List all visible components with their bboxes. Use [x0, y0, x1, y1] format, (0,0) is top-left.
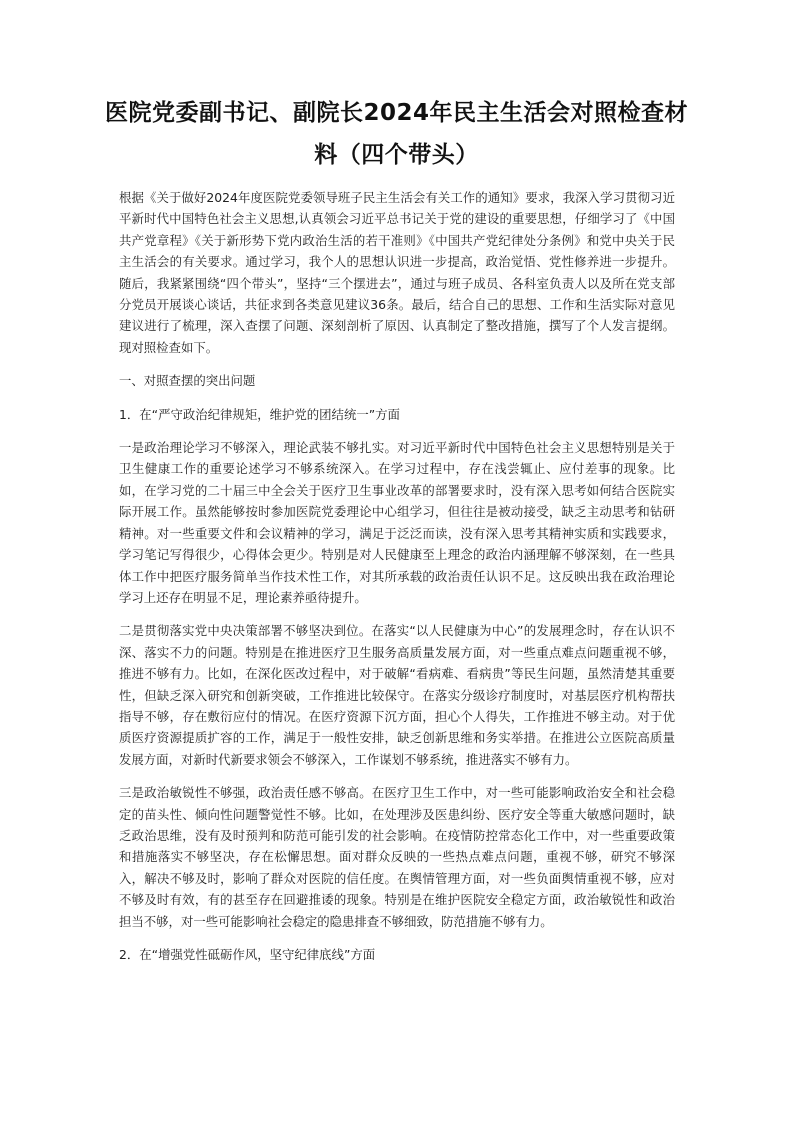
intro-paragraph: 根据《关于做好2024年度医院党委领导班子民主生活会有关工作的通知》要求，我深入学习贯彻习近平新时代中国特色社会主义思想,认真领会习近平总书记关于党的建设的重要思想，仔细学习了《中国共产党章程》《关于新形势下党内政治生活的若干准则》《中国共产党纪律处分条例》和党中央关于民主生活会的有关要求。通过学习，我个人的思想认识进一步提高，政治觉悟、党性修养进一步提升。随后，我紧紧围绕“四个带头”，坚持“三个摆进去”，通过与班子成员、各科室负责人以及所在党支部分党员开展谈心谈话，共征求到各类意见建议36条。最后，结合自己的思想、工作和生活实际对意见建议进行了梳理，深入查摆了问题、深刻剖析了原因、认真制定了整改措施，撰写了个人发言提纲。现对照检查如下。: [119, 190, 675, 355]
document-body: [119, 187, 675, 977]
document-title: 医院党委副书记、副院长2024年民主生活会对照检查材料（四个带头）: [104, 100, 688, 168]
problem-paragraph-3: 三是政治敏锐性不够强，政治责任感不够高。在医疗卫生工作中，对一些可能影响政治安全和社会稳定的苗头性、倾向性问题警觉性不够。比如，在处理涉及医患纠纷、医疗安全等重大敏感问题时，缺乏政治思维，没有及时预判和防范可能引发的社会影响。在疫情防控常态化工作中，对一些重要政策和措施落实不够坚决，存在松懈思想。面对群众反映的一些热点难点问题，重视不够，研究不够深入，解决不够及时，影响了群众对医院的信任度。在舆情管理方面，对一些负面舆情重视不够，应对不够及时有效，有的甚至存在回避推诿的现象。特别是在维护医院安全稳定方面，政治敏锐性和政治担当不够，对一些可能影响社会稳定的隐患排查不够细致，防范措施不够有力。: [119, 785, 675, 929]
subsection-heading-1: 1．在“严守政治纪律规矩，维护党的团结统一”方面: [119, 406, 400, 422]
subsection-heading-2: 2．在“增强党性砥砺作风，坚守纪律底线”方面: [119, 947, 376, 962]
problem-paragraph-1: 一是政治理论学习不够深入，理论武装不够扎实。对习近平新时代中国特色社会主义思想特别是关于卫生健康工作的重要论述学习不够系统深入。在学习过程中，存在浅尝辄止、应付差事的现象。比如，在学习党的二十届三中全会关于医疗卫生事业改革的部署要求时，没有深入思考如何结合医院实际开展工作。虽然能够按时参加医院党委理论中心组学习，但往往是被动接受，缺乏主动思考和钻研精神。对一些重要文件和会议精神的学习，满足于泛泛而读，没有深入思考其精神实质和实践要求，学习笔记写得很少，心得体会更少。特别是对人民健康至上理念的政治内涵理解不够深刻，在一些具体工作中把医疗服务简单当作技术性工作，对其所承载的政治责任认识不足。这反映出我在政治理论学习上还存在明显不足，理论素养亟待提升。: [119, 440, 675, 605]
problem-paragraph-2: 二是贯彻落实党中央决策部署不够坚决到位。在落实“以人民健康为中心”的发展理念时，存在认识不深、落实不力的问题。特别是在推进医疗卫生服务高质量发展方面，对一些重点难点问题重视不够，推进不够有力。比如，在深化医改过程中，对于破解“看病难、看病贵”等民生问题，虽然清楚其重要性，但缺乏深入研究和创新突破，工作推进比较保守。在落实分级诊疗制度时，对基层医疗机构帮扶指导不够，存在敷衍应付的情况。在医疗资源下沉方面，担心个人得失，工作推进不够主动。对于优质医疗资源提质扩容的工作，满足于一般性安排，缺乏创新思维和务实举措。在推进公立医院高质量发展方面，对新时代新要求领会不够深入，工作谋划不够系统，推进落实不够有力。: [119, 623, 675, 767]
section-heading: 一、对照查摆的突出问题: [119, 373, 256, 389]
